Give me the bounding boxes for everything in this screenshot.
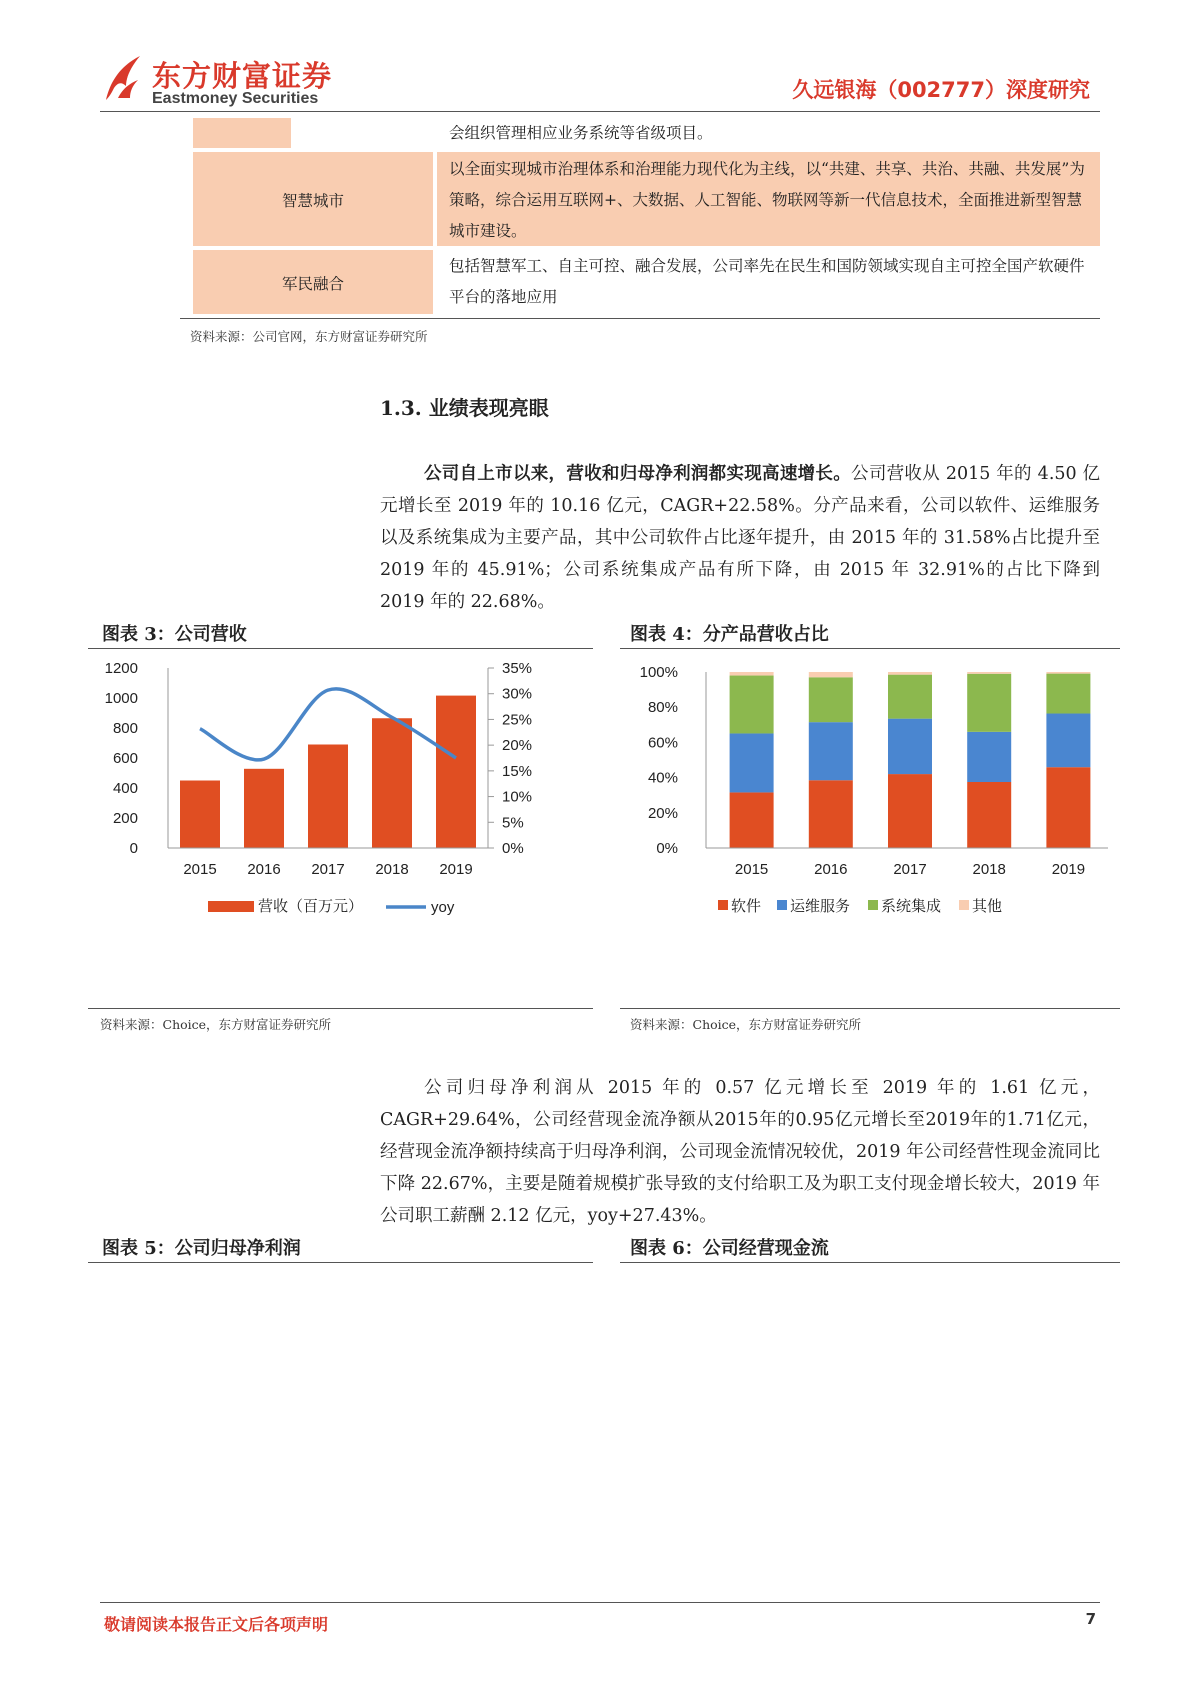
footer-divider <box>100 1602 1100 1603</box>
y-axis-tick-label: 0% <box>656 840 678 857</box>
legend-yoy-label: yoy <box>431 899 455 916</box>
figure-5-title: 图表 5：公司归母净利润 <box>102 1238 301 1259</box>
report-title: 久远银海（002777）深度研究 <box>792 78 1090 102</box>
table-row3-text: 包括智慧军工、自主可控、融合发展，公司率先在民生和国防领域实现自主可控全国产软硬件平台的落地应用 <box>449 257 1085 306</box>
legend-swatch <box>959 900 969 910</box>
share-bar-segment <box>1046 674 1090 714</box>
revenue-bar <box>180 781 220 849</box>
right-axis-tick-label: 35% <box>502 660 533 677</box>
figure-3-title: 图表 3：公司营收 <box>102 624 247 645</box>
share-bar-segment <box>730 792 774 848</box>
left-axis-tick-label: 0 <box>129 840 138 857</box>
y-axis-tick-label: 100% <box>639 664 678 681</box>
share-bar-segment <box>809 780 853 848</box>
share-bar-segment <box>809 677 853 722</box>
share-bar-segment <box>967 672 1011 674</box>
table-source: 资料来源：公司官网，东方财富证券研究所 <box>190 329 428 344</box>
logo-chinese-name: 东方财富证券 <box>152 59 333 93</box>
paragraph-1-lead: 公司自上市以来，营收和归母净利润都实现高速增长。 <box>424 464 852 484</box>
share-bar-segment <box>730 672 774 676</box>
revenue-bar <box>372 718 412 848</box>
left-axis-tick-label: 200 <box>112 810 138 827</box>
legend-swatch <box>777 900 787 910</box>
right-axis-tick-label: 30% <box>502 685 533 703</box>
legend-swatch <box>868 900 878 910</box>
left-axis-tick-label: 1200 <box>104 660 138 677</box>
share-bar-segment <box>888 719 932 774</box>
product-share-chart <box>620 650 1120 1005</box>
share-bar-segment <box>730 733 774 792</box>
page-number: 7 <box>1085 1610 1096 1628</box>
legend-swatch <box>718 900 728 910</box>
share-bar-segment <box>730 676 774 734</box>
share-bar-segment <box>1046 714 1090 768</box>
x-axis-tick-label: 2018 <box>375 861 409 878</box>
x-axis-tick-label: 2017 <box>893 861 927 878</box>
share-bar-segment <box>809 722 853 780</box>
x-axis-tick-label: 2016 <box>247 861 281 878</box>
table-row1-text: 会组织管理相应业务系统等省级项目。 <box>449 124 713 142</box>
right-axis-tick-label: 15% <box>502 762 533 780</box>
figure-5-title-rule <box>88 1262 593 1263</box>
left-axis-tick-label: 1000 <box>104 690 138 707</box>
legend-label: 系统集成 <box>881 898 942 915</box>
paragraph-1-body: 公司营收从 2015 年的 4.50 亿元增长至 2019 年的 10.16 亿元，CAGR+22.58%。分产品来看，公司以软件、运维服务以及系统集成为主要产品，其中公司软件占比逐年提升，由 2015 年的 31.58%占比提升至 2019 年的 45.91%；公司系统集成产品有所下降，由 2015 年 32.91%的占比下降到 2019 年的 22.68%。 <box>380 464 1100 612</box>
legend-label: 软件 <box>731 898 762 915</box>
x-axis-tick-label: 2015 <box>183 861 217 878</box>
logo-english-name: Eastmoney Securities <box>152 90 319 107</box>
right-axis-tick-label: 10% <box>502 788 533 806</box>
header-divider <box>100 111 1100 112</box>
x-axis-tick-label: 2018 <box>972 861 1006 878</box>
figure-6-title-rule <box>620 1262 1120 1263</box>
paragraph-1 <box>380 458 1100 618</box>
share-bar-segment <box>1046 672 1090 674</box>
share-bar-segment <box>888 774 932 848</box>
share-bar-segment <box>888 675 932 719</box>
footer-disclaimer-note: 敬请阅读本报告正文后各项声明 <box>104 1615 329 1634</box>
figure-3-source: 资料来源：Choice，东方财富证券研究所 <box>100 1017 332 1032</box>
share-bar-segment <box>809 672 853 677</box>
figure-3-bottom-rule <box>88 1008 593 1009</box>
x-axis-tick-label: 2019 <box>1051 861 1086 878</box>
share-bar-segment <box>888 672 932 675</box>
figure-4-title: 图表 4：分产品营收占比 <box>630 624 829 645</box>
right-axis-tick-label: 20% <box>502 737 533 755</box>
right-axis-tick-label: 5% <box>502 814 524 832</box>
figure-4-title-rule <box>620 648 1120 649</box>
legend-label: 运维服务 <box>790 898 851 915</box>
left-axis-tick-label: 800 <box>112 720 138 737</box>
revenue-bar <box>308 745 348 849</box>
revenue-bar <box>436 696 476 848</box>
right-axis-tick-label: 25% <box>502 711 533 729</box>
table-row2-text: 以全面实现城市治理体系和治理能力现代化为主线，以“共建、共享、共治、共融、共发展”为策略，综合运用互联网+、大数据、人工智能、物联网等新一代信息技术，全面推进新型智慧城市建设。 <box>449 160 1085 240</box>
figure-3-title-rule <box>88 648 593 649</box>
share-bar-segment <box>967 782 1011 848</box>
x-axis-tick-label: 2019 <box>439 861 473 878</box>
share-bar-segment <box>1046 767 1090 848</box>
y-axis-tick-label: 40% <box>647 769 678 787</box>
left-axis-tick-label: 400 <box>112 780 138 797</box>
left-axis-tick-label: 600 <box>112 750 138 767</box>
y-axis-tick-label: 60% <box>647 734 678 752</box>
revenue-bar <box>244 769 284 848</box>
section-title: 1.3. 业绩表现亮眼 <box>380 396 549 420</box>
figure-4-bottom-rule <box>620 1008 1120 1009</box>
share-bar-segment <box>967 732 1011 782</box>
share-bar-segment <box>967 674 1011 732</box>
right-axis-tick-label: 0% <box>502 840 524 857</box>
figure-4-source: 资料来源：Choice，东方财富证券研究所 <box>630 1017 862 1032</box>
figure-6-title: 图表 6：公司经营现金流 <box>630 1238 829 1259</box>
eastmoney-logo-icon <box>100 52 146 104</box>
legend-label: 其他 <box>972 898 1003 915</box>
revenue-chart <box>88 650 593 1005</box>
x-axis-tick-label: 2016 <box>814 861 848 878</box>
table-row3-label: 军民融合 <box>281 275 344 293</box>
table-row1-label-cell <box>193 118 291 148</box>
table-bottom-rule <box>180 318 1100 319</box>
y-axis-tick-label: 20% <box>647 804 678 822</box>
table-row2-label: 智慧城市 <box>281 192 344 210</box>
paragraph-2: 公司归母净利润从 2015 年的 0.57 亿元增长至 2019 年的 1.61 亿元，CAGR+29.64%，公司经营现金流净额从2015年的0.95亿元增长至2019年的1.71亿元，经营现金流净额持续高于归母净利润，公司现金流情况较优，2019 年公司经营性现金流同比下降 22.67%，主要是随着规模扩张导致的支付给职工及为职工支付现金增长较大，2019 年公司职工薪酬 2.12 亿元，yoy+27.43%。 <box>380 1078 1100 1226</box>
x-axis-tick-label: 2015 <box>734 861 769 878</box>
x-axis-tick-label: 2017 <box>311 861 345 878</box>
y-axis-tick-label: 80% <box>647 699 678 717</box>
legend-revenue-swatch <box>208 901 254 912</box>
legend-revenue-label: 营收（百万元） <box>258 898 364 915</box>
